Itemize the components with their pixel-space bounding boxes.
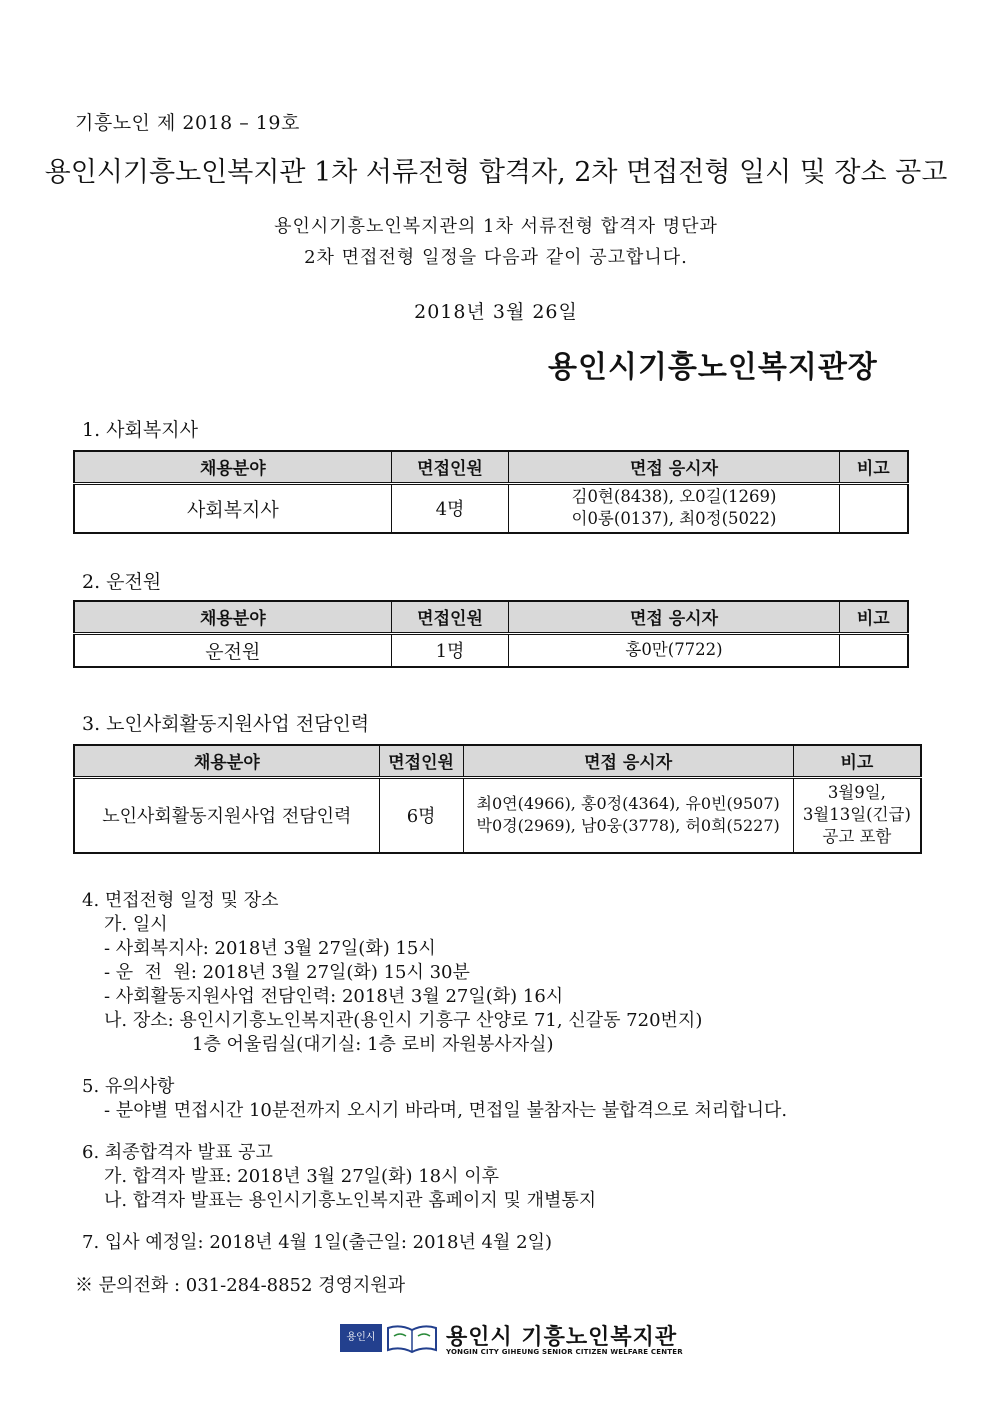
- schedule-item: - 사회활동지원사업 전담인력: 2018년 3월 27일(화) 16시: [104, 986, 564, 1007]
- intro-line-2: 2차 면접전형 일정을 다음과 같이 공고합니다.: [304, 247, 688, 268]
- table-senior-activity: [73, 744, 922, 854]
- announce-heading: 6. 최종합격자 발표 공고: [82, 1142, 273, 1163]
- notes-heading: 5. 유의사항: [82, 1076, 175, 1097]
- intro-line-1: 용인시기흥노인복지관의 1차 서류전형 합격자 명단과: [274, 216, 718, 237]
- count-cell: 6명: [379, 777, 463, 853]
- city-badge: 용인시: [340, 1324, 382, 1352]
- section-3-heading: 3. 노인사회활동지원사업 전담인력: [82, 713, 370, 735]
- count-cell: 1명: [391, 633, 509, 667]
- schedule-datetime-label: 가. 일시: [104, 914, 168, 935]
- join-date: 7. 입사 예정일: 2018년 4월 1일(출근일: 2018년 4월 2일): [82, 1232, 552, 1253]
- notes-line: - 분야별 면접시간 10분전까지 오시기 바라며, 면접일 불참자는 불합격으로 처리합니다.: [104, 1100, 788, 1121]
- announce-item: 나. 합격자 발표는 용인시기흥노인복지관 홈페이지 및 개별통지: [104, 1190, 597, 1211]
- applicants-cell: 홍0만(7722): [509, 633, 839, 667]
- col-header-applicants: 면접 응시자: [509, 601, 839, 633]
- col-header-count: 면접인원: [391, 601, 509, 633]
- section-2-heading: 2. 운전원: [82, 571, 162, 593]
- field-cell: 노인사회활동지원사업 전담인력: [74, 777, 379, 853]
- table-driver: [73, 600, 909, 668]
- page-title: 용인시기흥노인복지관 1차 서류전형 합격자, 2차 면접전형 일시 및 장소 공고: [44, 157, 948, 188]
- logo-organization-name: 용인시 기흥노인복지관: [446, 1325, 678, 1350]
- col-header-count: 면접인원: [391, 451, 509, 483]
- contact-info: ※ 문의전화 : 031-284-8852 경영지원과: [75, 1275, 406, 1296]
- col-header-field: 채용분야: [74, 601, 391, 633]
- open-book-icon: [386, 1322, 438, 1354]
- note-line: 공고 포함: [822, 827, 892, 847]
- note-line: 3월9일,: [827, 783, 886, 803]
- schedule-item: - 운 전 원: 2018년 3월 27일(화) 15시 30분: [104, 962, 470, 983]
- table-social-worker: [73, 450, 909, 534]
- note-cell: [793, 777, 921, 853]
- note-cell: [839, 633, 908, 667]
- field-cell: 운전원: [74, 633, 391, 667]
- note-cell: [839, 483, 908, 533]
- schedule-place: 나. 장소: 용인시기흥노인복지관(용인시 기흥구 산양로 71, 신갈동 720번지): [104, 1010, 703, 1031]
- field-cell: 사회복지사: [74, 483, 391, 533]
- col-header-field: 채용분야: [74, 451, 391, 483]
- announcement-date: 2018년 3월 26일: [414, 301, 578, 323]
- schedule-place-detail: 1층 어울림실(대기실: 1층 로비 자원봉사자실): [192, 1034, 554, 1055]
- applicants-line: 최0연(4966), 홍0정(4364), 유0빈(9507): [476, 794, 780, 814]
- schedule-heading: 4. 면접전형 일정 및 장소: [82, 890, 279, 911]
- applicants-line: 이0롱(0137), 최0정(5022): [571, 509, 777, 529]
- document-number: 기흥노인 제 2018 – 19호: [75, 112, 300, 134]
- applicants-cell: [509, 483, 839, 533]
- organization-logo: [340, 1318, 683, 1364]
- count-cell: 4명: [391, 483, 509, 533]
- applicants-cell: [463, 777, 793, 853]
- note-line: 3월13일(긴급): [802, 805, 911, 825]
- col-header-field: 채용분야: [74, 745, 379, 777]
- col-header-note: 비고: [793, 745, 921, 777]
- col-header-applicants: 면접 응시자: [509, 451, 839, 483]
- table-row: [74, 777, 921, 853]
- table-row: [74, 633, 908, 667]
- applicants-line: 김0현(8438), 오0길(1269): [571, 487, 777, 507]
- col-header-count: 면접인원: [379, 745, 463, 777]
- logo-english-name: YONGIN CITY GIHEUNG SENIOR CITIZEN WELFARE CENTER: [446, 1348, 683, 1356]
- applicants-line: 박0경(2969), 남0웅(3778), 허0희(5227): [476, 816, 780, 836]
- col-header-applicants: 면접 응시자: [463, 745, 793, 777]
- section-1-heading: 1. 사회복지사: [82, 419, 198, 441]
- col-header-note: 비고: [839, 601, 908, 633]
- signer-name: 용인시기흥노인복지관장: [548, 350, 878, 385]
- announce-item: 가. 합격자 발표: 2018년 3월 27일(화) 18시 이후: [104, 1166, 499, 1187]
- table-row: [74, 483, 908, 533]
- col-header-note: 비고: [839, 451, 908, 483]
- schedule-item: - 사회복지사: 2018년 3월 27일(화) 15시: [104, 938, 436, 959]
